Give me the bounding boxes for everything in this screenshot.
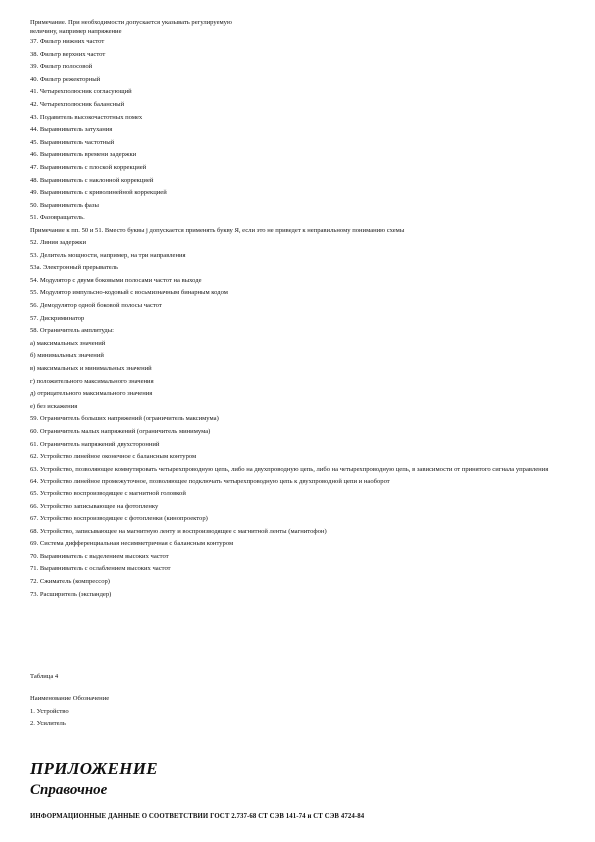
list-item: 66. Устройство записывающее на фотопленку bbox=[30, 502, 159, 510]
list-item: 64. Устройство линейное промежуточное, позволяющее подключать четырехпроводную цепь к двухпроводной цепи и наоборот bbox=[30, 478, 390, 485]
list-item: 42. Четырехполюсник балансный bbox=[30, 100, 125, 108]
list-item: 68. Устройство, записывающее на магнитную ленту и воспроизводящее с магнитной ленты (магнитофон) bbox=[30, 527, 327, 535]
list-item: 51. Фазовращатель. bbox=[30, 214, 85, 222]
list-item: 38. Фильтр верхних частот bbox=[30, 50, 106, 58]
list-item: 41. Четырехполюсник согласующий bbox=[30, 88, 132, 96]
list-item: 69. Система дифференциальная несимметричная с балансным контуром bbox=[30, 540, 234, 548]
table-header: Наименование Обозначение bbox=[30, 695, 110, 702]
list-item: 70. Выравниватель с выделением высоких частот bbox=[30, 552, 169, 560]
list-item: 53. Делитель мощности, например, на три направления bbox=[30, 251, 186, 259]
appendix-title: ПРИЛОЖЕНИЕ bbox=[30, 759, 158, 778]
list-item: 40. Фильтр режекторный bbox=[30, 75, 101, 83]
list-item: 63. Устройство, позволяющее коммутировать четырехпроводную цепь, либо на двухпроводную цепь, либо на четырехпроводную цепь, в зависимости от принятого сигнала управления bbox=[30, 465, 549, 473]
list-item: д) отрицательного максимального значения bbox=[30, 390, 153, 398]
symbol-list bbox=[30, 18, 575, 601]
list-item: 50. Выравниватель фазы bbox=[30, 201, 99, 209]
document-page bbox=[30, 18, 575, 820]
list-item: 59. Ограничитель больших напряжений (ограничитель максимума) bbox=[30, 415, 219, 423]
list-item: 71. Выравниватель с ослаблением высоких частот bbox=[30, 565, 171, 573]
list-item: 44. Выравниватель затухания bbox=[30, 126, 113, 134]
list-item: а) максимальных значений bbox=[30, 339, 106, 347]
info-heading: ИНФОРМАЦИОННЫЕ ДАННЫЕ О СООТВЕТСТВИИ ГОСТ 2.737-68 СТ СЭВ 141-74 и СТ СЭВ 4724-84 bbox=[30, 813, 365, 820]
list-item: 55. Модулятор импульсно-кодовый с восьмизначным бинарным кодом bbox=[30, 289, 228, 297]
list-item: 72. Сжиматель (компрессор) bbox=[30, 577, 110, 585]
list-item: 56. Демодулятор одной боковой полосы частот bbox=[30, 302, 162, 310]
list-item: величину, например напряжение bbox=[30, 28, 122, 35]
list-item: 57. Дискриминатор bbox=[30, 314, 85, 322]
list-item: 54. Модулятор с двумя боковыми полосами частот на выходе bbox=[30, 276, 202, 284]
table-4 bbox=[30, 693, 109, 731]
appendix-subtitle: Справочное bbox=[30, 782, 108, 798]
list-item: 39. Фильтр полосовой bbox=[30, 63, 93, 71]
list-item: 61. Ограничитель напряжений двухсторонний bbox=[30, 440, 160, 448]
list-item: 67. Устройство воспроизводящее с фотопленки (кинопроектор) bbox=[30, 515, 208, 523]
list-item: 65. Устройство воспроизводящее с магнитной головкой bbox=[30, 490, 186, 498]
list-item: 53а. Электронный прерыватель bbox=[30, 264, 119, 272]
list-item: 48. Выравниватель с наклонной коррекцией bbox=[30, 176, 154, 184]
list-item: в) максимальных и минимальных значений bbox=[30, 365, 152, 373]
list-item: 49. Выравниватель с криволинейной коррекцией bbox=[30, 189, 167, 197]
list-item: е) без искажения bbox=[30, 402, 78, 410]
list-item: б) минимальных значений bbox=[30, 352, 104, 360]
list-item: 58. Ограничитель амплитуды: bbox=[30, 327, 114, 335]
list-item: Примечание. При необходимости допускается указывать регулируемую bbox=[30, 19, 232, 26]
list-item: 62. Устройство линейное оконечное с балансным контуром bbox=[30, 453, 197, 461]
list-item: 73. Расширитель (экспандер) bbox=[30, 590, 112, 598]
appendix-heading bbox=[30, 758, 158, 800]
list-item: 52. Линия задержки bbox=[30, 239, 87, 247]
list-item: 46. Выравниватель времени задержки bbox=[30, 151, 137, 159]
table-row: 2. Усилитель bbox=[30, 720, 66, 728]
list-item: 45. Выравниватель частотный bbox=[30, 138, 115, 146]
table-row: 1. Устройство bbox=[30, 707, 69, 715]
table-label: Таблица 4 bbox=[30, 673, 59, 680]
list-item: 43. Подавитель высокочастотных помех bbox=[30, 113, 143, 121]
list-item: Примечание к пп. 50 и 51. Вместо буквы j допускается применять букву Я, если это не приведет к неправильному пониманию схемы bbox=[30, 226, 405, 234]
list-item: 60. Ограничитель малых напряжений (ограничитель минимума) bbox=[30, 428, 211, 436]
list-item: 37. Фильтр нижних частот bbox=[30, 38, 105, 45]
list-item: 47. Выравниватель с плоской коррекцией bbox=[30, 163, 147, 171]
list-item: г) положительного максимального значения bbox=[30, 377, 154, 385]
